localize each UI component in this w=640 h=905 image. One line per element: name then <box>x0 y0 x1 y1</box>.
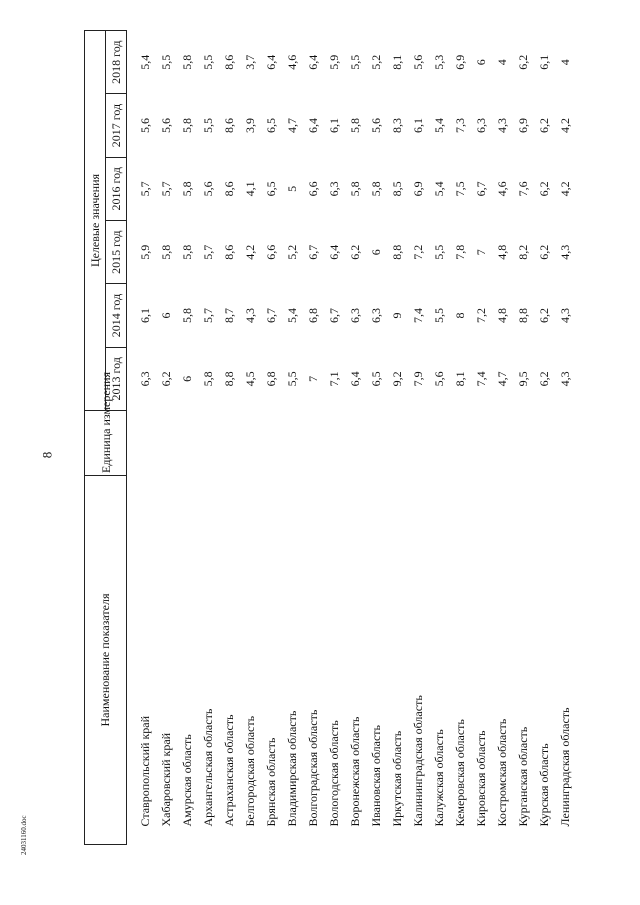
row-value: 6,1 <box>138 308 152 324</box>
table-row <box>387 31 408 845</box>
row-unit <box>513 411 534 476</box>
row-value: 5,5 <box>348 54 362 70</box>
row-value: 5,9 <box>138 244 152 260</box>
row-unit <box>492 411 513 476</box>
row-value: 4,3 <box>495 118 509 134</box>
row-region-name: Хабаровский край <box>159 732 173 827</box>
row-value: 4,2 <box>558 181 572 197</box>
row-unit <box>127 411 157 476</box>
row-value: 5,4 <box>138 54 152 70</box>
row-value: 5,2 <box>285 244 299 260</box>
row-region-name: Амурская область <box>180 734 194 827</box>
row-value: 5,8 <box>348 118 362 134</box>
row-value: 8,8 <box>516 308 530 324</box>
row-value: 5,7 <box>201 308 215 324</box>
row-unit <box>366 411 387 476</box>
row-value: 4,2 <box>243 244 257 260</box>
row-value: 5,5 <box>201 118 215 134</box>
row-value: 4,7 <box>495 371 509 387</box>
row-unit <box>219 411 240 476</box>
row-value: 6,1 <box>537 54 551 70</box>
row-value: 6,2 <box>516 54 530 70</box>
row-value: 5,8 <box>159 244 173 260</box>
page-number: 8 <box>39 451 55 459</box>
row-value: 8,6 <box>222 54 236 70</box>
table-header-row <box>85 31 106 845</box>
table-row <box>261 31 282 845</box>
row-unit <box>303 411 324 476</box>
row-value: 6,3 <box>369 308 383 324</box>
row-region-name: Курганская область <box>516 726 530 827</box>
row-unit <box>555 411 576 476</box>
table-row <box>429 31 450 845</box>
table-row <box>198 31 219 845</box>
row-value: 6,5 <box>369 371 383 387</box>
row-region-name: Кемеровская область <box>453 719 467 827</box>
row-value: 5,6 <box>159 118 173 134</box>
header-year: 2017 год <box>106 94 127 157</box>
table-row <box>534 31 555 845</box>
row-region-name: Белгородская область <box>243 715 257 827</box>
row-value: 4,8 <box>495 244 509 260</box>
row-value: 5 <box>285 185 299 192</box>
row-value: 8,6 <box>222 118 236 134</box>
row-value: 7,1 <box>327 371 341 387</box>
table-row <box>303 31 324 845</box>
table-row <box>345 31 366 845</box>
row-value: 6,7 <box>327 308 341 324</box>
row-unit <box>324 411 345 476</box>
row-value: 6,4 <box>306 54 320 70</box>
row-value: 5,6 <box>411 54 425 70</box>
table-row <box>282 31 303 845</box>
row-value: 4,3 <box>558 244 572 260</box>
row-value: 6,7 <box>474 181 488 197</box>
row-value: 5,3 <box>432 54 446 70</box>
row-value: 8,8 <box>222 371 236 387</box>
row-value: 7,6 <box>516 181 530 197</box>
table-row <box>492 31 513 845</box>
table-row <box>366 31 387 845</box>
row-value: 3,9 <box>243 118 257 134</box>
row-value: 5,7 <box>201 244 215 260</box>
row-value: 5,8 <box>180 308 194 324</box>
row-unit <box>240 411 261 476</box>
row-value: 3,7 <box>243 54 257 70</box>
rotated-table-container <box>84 30 624 845</box>
row-value: 6,4 <box>327 244 341 260</box>
header-target-values: Целевые значения <box>85 31 106 411</box>
row-value: 5,8 <box>180 244 194 260</box>
row-value: 7,9 <box>411 371 425 387</box>
row-region-name: Архангельская область <box>201 708 215 827</box>
row-value: 6,2 <box>537 244 551 260</box>
row-region-name: Астраханская область <box>222 714 236 827</box>
row-value: 6,4 <box>306 118 320 134</box>
table-row <box>408 31 429 845</box>
row-value: 7,2 <box>411 244 425 260</box>
row-value: 5,6 <box>369 118 383 134</box>
row-value: 6,3 <box>348 308 362 324</box>
table-row <box>471 31 492 845</box>
row-value: 8,8 <box>390 244 404 260</box>
row-value: 8,6 <box>222 181 236 197</box>
row-value: 8 <box>453 312 467 319</box>
row-value: 5,5 <box>432 244 446 260</box>
row-value: 6,2 <box>159 371 173 387</box>
row-value: 4,3 <box>243 308 257 324</box>
row-value: 4,7 <box>285 118 299 134</box>
row-value: 5,8 <box>201 371 215 387</box>
row-value: 6,9 <box>453 54 467 70</box>
row-value: 6 <box>474 59 488 66</box>
row-value: 4,8 <box>495 308 509 324</box>
row-value: 9,2 <box>390 371 404 387</box>
row-value: 4,6 <box>495 181 509 197</box>
row-value: 6,6 <box>264 244 278 260</box>
row-value: 5,6 <box>432 371 446 387</box>
row-value: 5,8 <box>369 181 383 197</box>
row-region-name: Ивановская область <box>369 724 383 827</box>
row-value: 5,2 <box>369 54 383 70</box>
row-value: 5,6 <box>138 118 152 134</box>
row-region-name: Калининградская область <box>411 695 425 827</box>
table-body <box>127 31 577 845</box>
row-value: 6,8 <box>306 308 320 324</box>
row-region-name: Иркутская область <box>390 730 404 827</box>
row-region-name: Курская область <box>537 743 551 827</box>
row-value: 4 <box>558 59 572 66</box>
row-value: 5,5 <box>285 371 299 387</box>
table-row <box>555 31 576 845</box>
footer-filename: 24031160.doc <box>20 815 28 855</box>
row-value: 4,6 <box>285 54 299 70</box>
row-unit <box>198 411 219 476</box>
header-year: 2013 год <box>106 347 127 410</box>
row-value: 6,5 <box>264 181 278 197</box>
header-indicator-name: Наименование показателя <box>85 476 127 845</box>
table-row <box>450 31 471 845</box>
row-value: 6,1 <box>327 118 341 134</box>
row-value: 4,5 <box>243 371 257 387</box>
table-row <box>324 31 345 845</box>
row-value: 4,1 <box>243 181 257 197</box>
row-region-name: Волгоградская область <box>306 709 320 827</box>
row-value: 6,2 <box>537 308 551 324</box>
row-region-name: Владимирская область <box>285 710 299 827</box>
row-value: 5,8 <box>180 181 194 197</box>
row-value: 6,2 <box>348 244 362 260</box>
table-row <box>219 31 240 845</box>
row-value: 8,1 <box>453 371 467 387</box>
row-unit <box>387 411 408 476</box>
header-unit: Единица измерения <box>85 411 127 476</box>
row-value: 6,3 <box>138 371 152 387</box>
row-region-name: Ленинградская область <box>558 707 572 827</box>
table-row <box>127 31 157 845</box>
table-row <box>156 31 177 845</box>
row-value: 5,6 <box>201 181 215 197</box>
row-value: 4 <box>495 59 509 66</box>
row-value: 8,2 <box>516 244 530 260</box>
row-value: 7 <box>306 375 320 382</box>
row-value: 5,5 <box>432 308 446 324</box>
row-value: 9 <box>390 312 404 319</box>
row-value: 4,3 <box>558 308 572 324</box>
row-value: 6,1 <box>411 118 425 134</box>
row-value: 7,5 <box>453 181 467 197</box>
row-unit <box>345 411 366 476</box>
row-region-name: Вологодская область <box>327 720 341 827</box>
row-value: 6 <box>180 375 194 382</box>
row-value: 5,9 <box>327 54 341 70</box>
row-region-name: Кировская область <box>474 730 488 827</box>
row-value: 8,1 <box>390 54 404 70</box>
row-value: 6,7 <box>306 244 320 260</box>
row-value: 6,5 <box>264 118 278 134</box>
row-value: 5,8 <box>348 181 362 197</box>
row-region-name: Калужская область <box>432 729 446 827</box>
row-unit <box>156 411 177 476</box>
row-value: 5,8 <box>180 54 194 70</box>
row-unit <box>261 411 282 476</box>
row-unit <box>450 411 471 476</box>
row-value: 6,9 <box>411 181 425 197</box>
indicator-table <box>84 30 576 845</box>
row-unit <box>471 411 492 476</box>
row-region-name: Ставропольский край <box>138 715 152 827</box>
row-value: 8,3 <box>390 118 404 134</box>
header-year: 2018 год <box>106 31 127 94</box>
row-value: 6,8 <box>264 371 278 387</box>
row-value: 6,2 <box>537 181 551 197</box>
row-value: 7,2 <box>474 308 488 324</box>
row-value: 7 <box>474 249 488 256</box>
row-unit <box>534 411 555 476</box>
row-region-name: Брянская область <box>264 737 278 827</box>
row-value: 6 <box>369 249 383 256</box>
row-region-name: Воронежская область <box>348 716 362 827</box>
row-unit <box>429 411 450 476</box>
table-row <box>513 31 534 845</box>
row-value: 5,8 <box>180 118 194 134</box>
row-value: 5,4 <box>285 308 299 324</box>
row-value: 6,4 <box>348 371 362 387</box>
row-value: 6,7 <box>264 308 278 324</box>
row-value: 5,7 <box>159 181 173 197</box>
table-row <box>177 31 198 845</box>
row-value: 5,5 <box>201 54 215 70</box>
row-region-name: Костромская область <box>495 718 509 827</box>
header-year: 2014 год <box>106 284 127 347</box>
row-value: 7,8 <box>453 244 467 260</box>
row-value: 6,3 <box>327 181 341 197</box>
row-value: 8,7 <box>222 308 236 324</box>
row-value: 6,2 <box>537 371 551 387</box>
row-value: 7,3 <box>453 118 467 134</box>
row-value: 6,4 <box>264 54 278 70</box>
header-year: 2016 год <box>106 157 127 220</box>
row-value: 6,6 <box>306 181 320 197</box>
row-value: 4,2 <box>558 118 572 134</box>
row-value: 8,6 <box>222 244 236 260</box>
table-row <box>240 31 261 845</box>
row-value: 8,5 <box>390 181 404 197</box>
row-value: 7,4 <box>474 371 488 387</box>
row-value: 5,5 <box>159 54 173 70</box>
row-value: 6 <box>159 312 173 319</box>
row-unit <box>408 411 429 476</box>
row-value: 9,5 <box>516 371 530 387</box>
row-value: 5,4 <box>432 181 446 197</box>
row-value: 7,4 <box>411 308 425 324</box>
row-value: 6,3 <box>474 118 488 134</box>
row-unit <box>282 411 303 476</box>
row-value: 5,7 <box>138 181 152 197</box>
row-value: 6,9 <box>516 118 530 134</box>
row-unit <box>177 411 198 476</box>
row-value: 5,4 <box>432 118 446 134</box>
header-year: 2015 год <box>106 221 127 284</box>
row-value: 6,2 <box>537 118 551 134</box>
row-value: 4,3 <box>558 371 572 387</box>
